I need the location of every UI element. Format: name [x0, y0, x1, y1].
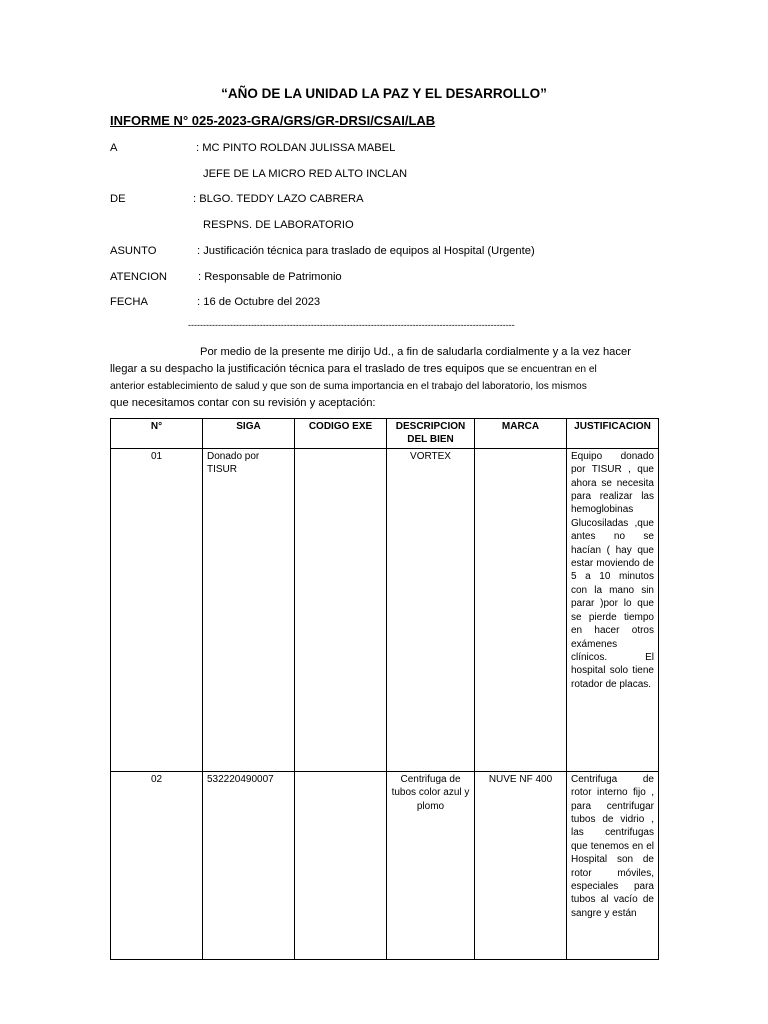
cell-n: 01: [111, 448, 203, 771]
header-asunto-label: ASUNTO: [110, 245, 157, 257]
header-a-value2: JEFE DE LA MICRO RED ALTO INCLAN: [203, 168, 408, 180]
table-row: [111, 448, 659, 771]
cell-codigo: [295, 771, 387, 959]
cell-marca: NUVE NF 400: [475, 771, 567, 959]
intro-line-2a: llegar a su despacho la justificación técnica para el traslado de tres equipos: [110, 363, 488, 375]
intro-line-2b: que se encuentran en el: [487, 364, 597, 375]
informe-number: INFORME N° 025-2023-GRA/GRS/GR-DRSI/CSAI/LAB: [110, 113, 436, 128]
document-title: “AÑO DE LA UNIDAD LA PAZ Y EL DESARROLLO”: [221, 86, 547, 101]
cell-siga: 532220490007: [203, 771, 295, 959]
header-de-value2: RESPNS. DE LABORATORIO: [203, 219, 354, 231]
intro-line-2: [110, 361, 658, 378]
col-header-n: N°: [111, 419, 203, 449]
header-a-value: : MC PINTO ROLDAN JULISSA MABEL: [196, 142, 396, 154]
cell-justificacion: Equipo donado por TISUR , que ahora se necesita para realizar las hemoglobinas Glucosiladas ,que antes no se hacían ( hay que estar moviendo de 5 a 10 minutos con la mano sin parar )por lo que se pierde tiempo en hacer otros exámenes clínicos. El hospital solo tiene rotador de placas.: [567, 448, 659, 771]
intro-line-3: anterior establecimiento de salud y que son de suma importancia en el trabajo del laboratorio, los mismos: [110, 381, 587, 392]
separator-line: -------------------------------------------------------------------------------------------------------------: [188, 320, 515, 330]
cell-siga: Donado por TISUR: [203, 448, 295, 771]
header-a-label: A: [110, 142, 118, 154]
header-de-value: : BLGO. TEDDY LAZO CABRERA: [193, 193, 364, 205]
intro-paragraph: [110, 344, 658, 412]
cell-descripcion: VORTEX: [387, 448, 475, 771]
intro-line-1: Por medio de la presente me dirijo Ud., a fin de saludarla cordialmente y a la vez hacer: [200, 346, 631, 358]
col-header-marca: MARCA: [475, 419, 567, 449]
equipment-table: [110, 418, 659, 960]
intro-line-4: que necesitamos contar con su revisión y aceptación:: [110, 397, 376, 409]
header-de-label: DE: [110, 193, 126, 205]
col-header-descripcion: DESCRIPCION DEL BIEN: [387, 419, 475, 449]
header-fecha-label: FECHA: [110, 296, 148, 308]
col-header-siga: SIGA: [203, 419, 295, 449]
header-asunto-value: : Justificación técnica para traslado de equipos al Hospital (Urgente): [197, 245, 535, 257]
header-atencion-value: : Responsable de Patrimonio: [198, 271, 342, 283]
table-header-row: [111, 419, 659, 449]
table-row: [111, 771, 659, 959]
cell-marca: [475, 448, 567, 771]
header-fecha-value: : 16 de Octubre del 2023: [197, 296, 321, 308]
col-header-justificacion: JUSTIFICACION: [567, 419, 659, 449]
cell-descripcion: Centrifuga de tubos color azul y plomo: [387, 771, 475, 959]
col-header-codigo: CODIGO EXE: [295, 419, 387, 449]
header-atencion-label: ATENCION: [110, 271, 167, 283]
cell-n: 02: [111, 771, 203, 959]
cell-justificacion: Centrifuga de rotor interno fijo , para centrifugar tubos de vidrio , las centrifugas que tenemos en el Hospital son de rotor móviles, especiales para tubos al vacío de sangre y están: [567, 771, 659, 959]
cell-codigo: [295, 448, 387, 771]
